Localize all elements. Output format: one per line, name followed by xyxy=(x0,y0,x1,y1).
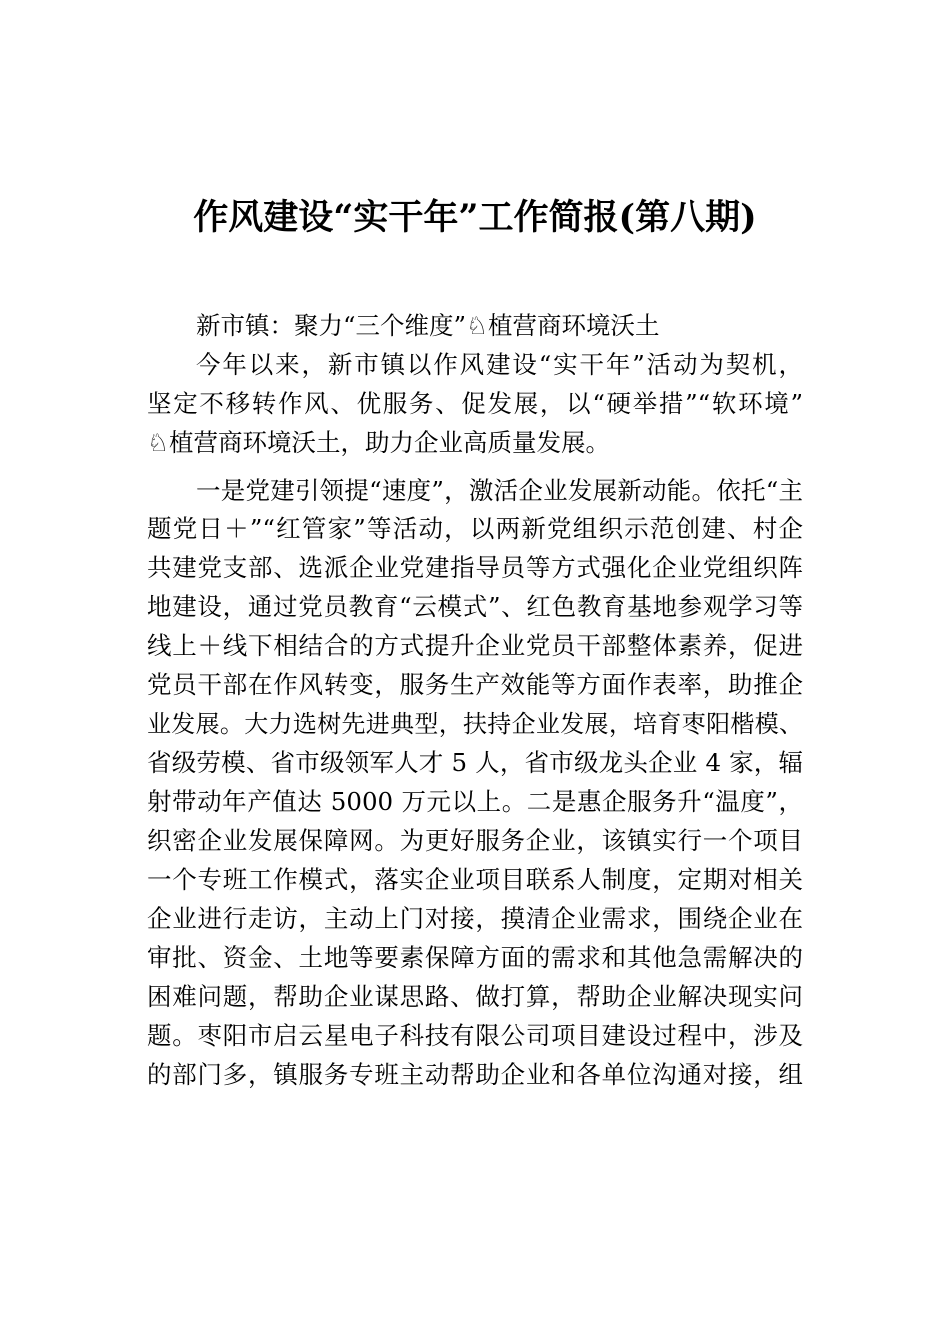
section-heading: 新市镇：聚力“三个维度”♘植营商环境沃土 xyxy=(196,311,660,340)
text-line: 共建党支部、选派企业党建指导员等方式强化企业党组织阵 xyxy=(147,553,803,582)
text-line: 地建设，通过党员教育“云模式”、红色教育基地参观学习等 xyxy=(147,592,803,621)
text-line: 一是党建引领提“速度”，激活企业发展新动能。依托“主 xyxy=(196,476,803,505)
text-line: 党员干部在作风转变，服务生产效能等方面作表率，助推企 xyxy=(147,670,803,699)
text-line: 射带动年产值达 5000 万元以上。二是惠企服务升“温度”， xyxy=(147,787,803,816)
text-line: 企业进行走访，主动上门对接，摸清企业需求，围绕企业在 xyxy=(147,904,803,933)
text-line: ♘植营商环境沃土，助力企业高质量发展。 xyxy=(147,428,610,457)
text-line: 坚定不移转作风、优服务、促发展，以“硬举措”“软环境” xyxy=(147,389,803,418)
text-line: 业发展。大力选树先进典型，扶持企业发展，培育枣阳楷模、 xyxy=(147,710,803,738)
document-title: 作风建设“实干年”工作简报(第八期) xyxy=(193,197,757,238)
text-line: 题党日＋”“红管家”等活动，以两新党组织示范创建、村企 xyxy=(147,514,803,543)
text-line: 题。枣阳市启云星电子科技有限公司项目建设过程中，涉及 xyxy=(147,1021,803,1050)
text-line: 今年以来，新市镇以作风建设“实干年”活动为契机， xyxy=(196,350,803,379)
text-line: 的部门多，镇服务专班主动帮助企业和各单位沟通对接，组 xyxy=(147,1060,803,1089)
text-line: 困难问题，帮助企业谋思路、做打算，帮助企业解决现实问 xyxy=(147,982,803,1011)
text-line: 一个专班工作模式，落实企业项目联系人制度，定期对相关 xyxy=(147,865,803,894)
text-line: 省级劳模、省市级领军人才 5 人，省市级龙头企业 4 家，辐 xyxy=(147,748,803,777)
text-line: 审批、资金、土地等要素保障方面的需求和其他急需解决的 xyxy=(147,943,803,972)
text-line: 织密企业发展保障网。为更好服务企业，该镇实行一个项目 xyxy=(147,826,803,855)
text-line: 线上＋线下相结合的方式提升企业党员干部整体素养，促进 xyxy=(147,631,803,660)
